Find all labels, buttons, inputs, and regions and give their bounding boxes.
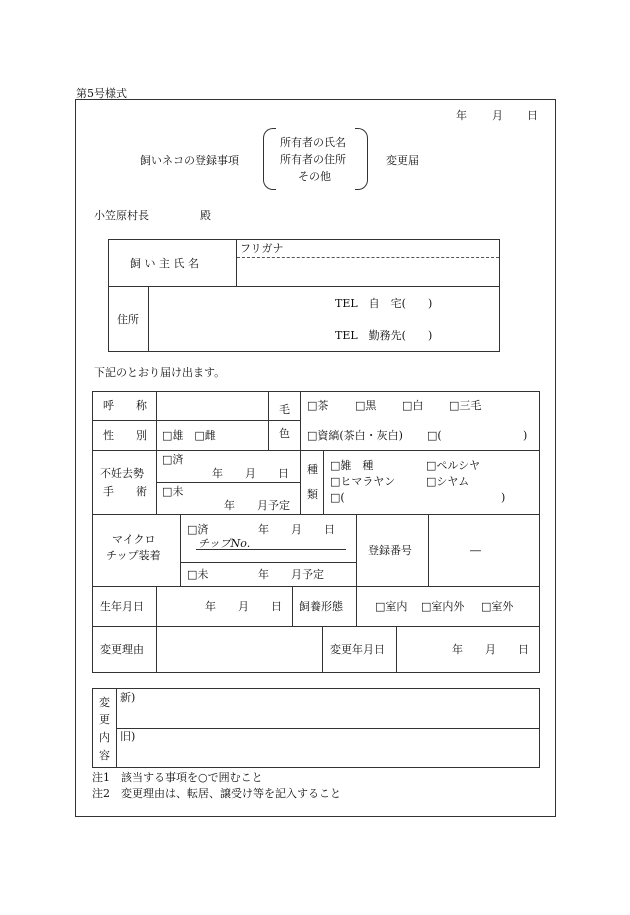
keep-option-outdoor: □室外: [481, 600, 514, 613]
chip-date: 年 月 日: [258, 523, 335, 536]
neuter-label-2: 手 術: [103, 485, 147, 498]
addressee-name: 小笠原村長: [94, 209, 149, 222]
breed-option-siamese: □シヤム: [426, 475, 470, 488]
change-date-label: 変更年月日: [330, 643, 385, 656]
registration-value: ―: [470, 544, 481, 557]
owner-name-label: 飼 い 主 氏 名: [130, 257, 199, 270]
address-label: 住所: [117, 313, 139, 326]
sex-label: 性 別: [103, 429, 147, 442]
date-day: 日: [527, 109, 538, 122]
color-option-black: □黒: [355, 399, 377, 412]
change-old: 旧): [120, 730, 136, 743]
change-new: 新): [120, 691, 136, 704]
neuter-not: □未: [162, 485, 184, 498]
chip-planned: 年 月予定: [258, 568, 324, 581]
keep-option-indoor: □室内: [375, 600, 408, 613]
breed-label-1: 種: [307, 463, 318, 476]
title-option-3: その他: [298, 170, 331, 183]
note-2: 注2 変更理由は、転居、譲受け等を記入すること: [92, 787, 341, 800]
color-option-white: □白: [402, 399, 424, 412]
color-label-2: 色: [279, 427, 290, 440]
breed-label-2: 類: [307, 488, 318, 501]
change-label-2: 更: [99, 713, 110, 726]
cat-name-label: 呼 称: [103, 399, 147, 412]
change-date: 年 月 日: [452, 643, 529, 656]
registration-label: 登録番号: [368, 544, 412, 557]
tel-home: TEL 自 宅( ): [335, 297, 433, 310]
title-option-2: 所有者の住所: [280, 153, 346, 166]
breed-option-mixed: □雑 種: [330, 459, 374, 472]
neuter-label-1: 不妊去勢: [100, 467, 144, 480]
change-label-3: 内: [99, 731, 110, 744]
color-option-tabby: □資縞(茶白・灰白): [307, 429, 403, 442]
note-1: 注1 該当する事項を○で囲むこと: [92, 771, 263, 784]
color-label-1: 毛: [279, 403, 290, 416]
color-option-brown: □茶: [307, 399, 329, 412]
chip-label-2: チップ装着: [106, 549, 161, 562]
date-month: 月: [492, 109, 503, 122]
neuter-planned: 年 月予定: [224, 499, 290, 512]
change-label-1: 変: [99, 696, 110, 709]
breed-option-persian: □ペルシヤ: [426, 459, 481, 472]
owner-table: [108, 239, 500, 352]
chip-not: □未: [187, 568, 209, 581]
keep-label: 飼養形態: [299, 600, 343, 613]
tel-work: TEL 勤務先( ): [335, 329, 433, 342]
reason-label: 変更理由: [100, 643, 144, 656]
keep-option-both: □室内外: [421, 600, 465, 613]
chip-label-1: マイクロ: [112, 533, 156, 546]
color-option-other-open: □(: [427, 429, 442, 442]
change-label-4: 容: [99, 749, 110, 762]
chip-done: □済: [187, 523, 209, 536]
date-year: 年: [456, 109, 467, 122]
title-option-1: 所有者の氏名: [280, 136, 346, 149]
furigana-label: フリガナ: [240, 242, 284, 255]
statement: 下記のとおり届け出ます。: [94, 366, 226, 379]
breed-option-other-open: □(: [330, 491, 345, 504]
color-option-calico: □三毛: [449, 399, 482, 412]
left-paren-icon: [263, 128, 276, 190]
neuter-done: □済: [162, 453, 184, 466]
color-option-other-close: ): [523, 429, 528, 442]
breed-option-himalayan: □ヒマラヤン: [330, 475, 396, 488]
chip-no-label: チップNo.: [198, 537, 251, 550]
title-left: 飼いネコの登録事項: [140, 154, 239, 167]
birth-label: 生年月日: [100, 600, 144, 613]
addressee-honorific: 殿: [200, 209, 211, 222]
form-number: 第5号様式: [76, 87, 127, 100]
breed-option-other-close: ): [501, 491, 506, 504]
neuter-date: 年 月 日: [212, 467, 289, 480]
birth-date: 年 月 日: [205, 600, 282, 613]
right-paren-icon: [355, 128, 368, 190]
sex-options: □雄 □雌: [162, 429, 216, 442]
title-right: 変更届: [386, 154, 419, 167]
